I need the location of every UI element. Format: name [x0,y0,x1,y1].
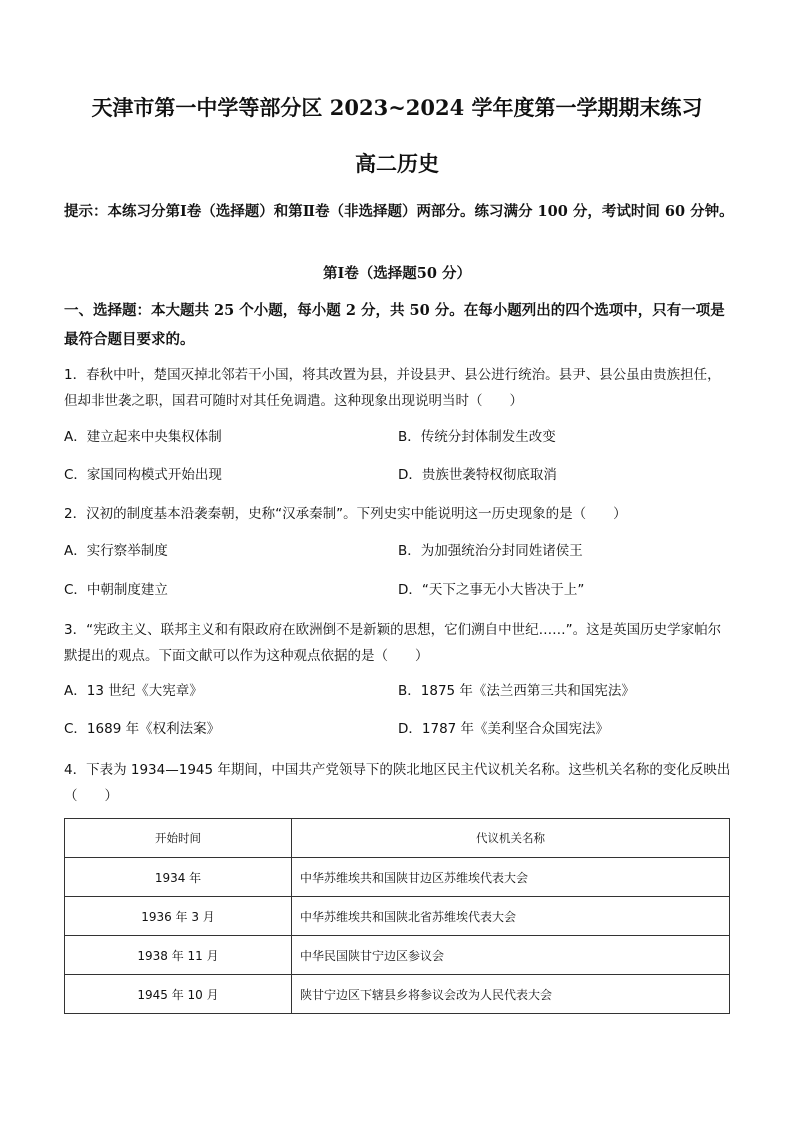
question-4-stem: 4．下表为 1934—1945 年期间，中国共产党领导下的陕北地区民主代议机关名称。这些机关名称的变化反映出（ ） [64,762,731,804]
table-cell-body-name: 中华民国陕甘宁边区参议会 [292,936,730,975]
question-1-option-a[interactable]: A．建立起来中央集权体制 [64,429,222,445]
question-2-option-d[interactable]: D．“天下之事无小大皆决于上” [398,582,585,598]
table-cell-body-name: 陕甘宁边区下辖县乡将参议会改为人民代表大会 [292,975,730,1014]
table-cell-body-name: 中华苏维埃共和国陕甘边区苏维埃代表大会 [292,858,730,897]
table-row [65,858,730,897]
table-row [65,897,730,936]
question-3-option-c[interactable]: C．1689 年《权利法案》 [64,721,221,737]
table-header-row [65,819,730,858]
question-1-stem: 1．春秋中叶，楚国灭掉北邻若干小国，将其改置为县，并设县尹、县公进行统治。县尹、县公虽由贵族担任，但却非世袭之职，国君可随时对其任免调遣。这种现象出现说明当时（ ） [64,367,721,409]
volume-heading: 第Ⅰ卷（选择题50 分） [322,265,471,282]
question-3-option-d[interactable]: D．1787 年《美利坚合众国宪法》 [398,721,610,737]
question-3-option-a[interactable]: A．13 世纪《大宪章》 [64,683,203,699]
representative-bodies-table [64,818,730,1014]
question-3-option-b[interactable]: B．1875 年《法兰西第三共和国宪法》 [398,683,635,699]
question-1-option-b[interactable]: B．传统分封体制发生改变 [398,429,556,445]
question-1-option-d[interactable]: D．贵族世袭特权彻底取消 [398,467,557,483]
question-1-option-c[interactable]: C．家国同构模式开始出现 [64,467,222,483]
table-row [65,936,730,975]
question-2-option-c[interactable]: C．中朝制度建立 [64,582,168,598]
table-cell-start-time: 1938 年 11 月 [65,936,292,975]
table-cell-start-time: 1945 年 10 月 [65,975,292,1014]
question-2-option-a[interactable]: A．实行察举制度 [64,543,168,559]
subject-title: 高二历史 [355,151,439,176]
exam-instructions: 提示：本练习分第Ⅰ卷（选择题）和第Ⅱ卷（非选择题）两部分。练习满分 100 分，考试时间 60 分钟。 [64,203,734,220]
question-2-option-b[interactable]: B．为加强统治分封同姓诸侯王 [398,543,583,559]
table-row [65,975,730,1014]
table-cell-body-name: 中华苏维埃共和国陕北省苏维埃代表大会 [292,897,730,936]
question-2-stem: 2．汉初的制度基本沿袭秦朝，史称“汉承秦制”。下列史实中能说明这一历史现象的是（ ） [64,506,627,522]
column-header-body-name: 代议机关名称 [292,819,730,858]
table-cell-start-time: 1936 年 3 月 [65,897,292,936]
question-3-stem: 3．“宪政主义、联邦主义和有限政府在欧洲倒不是新颖的思想，它们溯自中世纪……”。这是英国历史学家帕尔默提出的观点。下面文献可以作为这种观点依据的是（ ） [64,622,722,664]
exam-title: 天津市第一中学等部分区 2023~2024 学年度第一学期期末练习 [91,95,703,120]
table-cell-start-time: 1934 年 [65,858,292,897]
column-header-start-time: 开始时间 [65,819,292,858]
section-heading: 一、选择题：本大题共 25 个小题，每小题 2 分，共 50 分。在每小题列出的四个选项中，只有一项是最符合题目要求的。 [64,302,725,348]
